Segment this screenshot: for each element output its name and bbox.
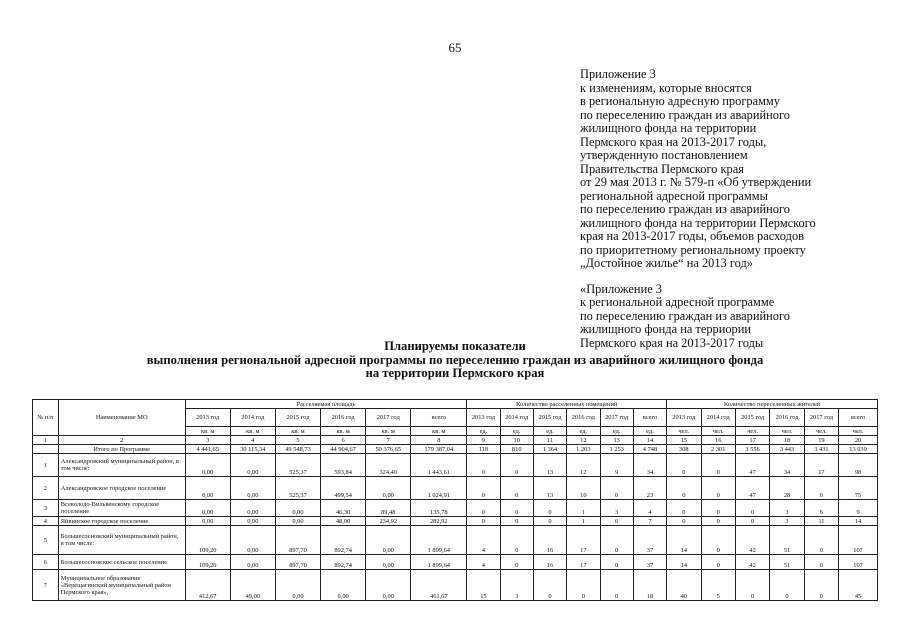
cell-value: 0: [533, 570, 566, 601]
cell-value: 0: [770, 570, 804, 601]
total-row: [33, 445, 878, 454]
table-row: [33, 517, 878, 526]
cell-value: 0: [735, 500, 769, 517]
paragraph-spacer: [580, 271, 880, 283]
unit-header: кв. м: [411, 427, 467, 436]
cell-value: 897,70: [275, 555, 320, 570]
cell-value: 47: [735, 454, 769, 477]
group-people-header: Количество переселенных жителей: [667, 400, 878, 409]
cell-value: 6: [804, 500, 838, 517]
cell-value: 13 039: [839, 445, 878, 454]
cell-value: 3: [500, 570, 533, 601]
cell-value: 3 556: [735, 445, 769, 454]
unit-header: ед.: [600, 427, 633, 436]
appendix-line: Пермского края на 2013-2017 годы: [580, 335, 764, 350]
cell-value: 28: [770, 477, 804, 500]
cell-value: 109,20: [185, 555, 230, 570]
cell-value: 0: [667, 477, 701, 500]
cell-value: 37: [633, 555, 666, 570]
cell-value: 6: [600, 517, 633, 526]
year-header: 2014 год: [230, 409, 275, 427]
page-number: 65: [448, 40, 462, 55]
cell-value: 0: [600, 570, 633, 601]
table-row: [33, 500, 878, 517]
cell-value: 0,00: [321, 570, 366, 601]
cell-value: 45: [839, 570, 878, 601]
cell-value: 14: [667, 555, 701, 570]
unit-header: кв. м: [185, 427, 230, 436]
cell-value: 34: [770, 454, 804, 477]
cell-value: 14: [839, 517, 878, 526]
col-no-header: № п/п: [33, 400, 59, 436]
column-number: 9: [467, 436, 500, 445]
year-header: всего: [411, 409, 467, 427]
appendix-line: региональной адресной программы: [580, 188, 768, 203]
cell-value: 4 748: [633, 445, 666, 454]
cell-value: 0: [804, 526, 838, 555]
cell-value: 179 387,04: [411, 445, 467, 454]
cell-value: 0: [533, 517, 566, 526]
cell-value: 892,74: [321, 526, 366, 555]
cell-value: 9: [839, 500, 878, 517]
cell-value: 0: [600, 477, 633, 500]
cell-value: 897,70: [275, 526, 320, 555]
row-no: 7: [33, 570, 59, 601]
cell-value: 4: [467, 555, 500, 570]
year-header: 2014 год: [701, 409, 735, 427]
cell-value: 412,67: [185, 570, 230, 601]
row-no: [33, 445, 59, 454]
column-number: 1: [33, 436, 59, 445]
cell-value: 0: [804, 570, 838, 601]
cell-value: 2 301: [701, 445, 735, 454]
row-no: 2: [33, 477, 59, 500]
unit-header: чел.: [701, 427, 735, 436]
cell-value: 47: [735, 477, 769, 500]
row-name: Большесосновский муниципальный район, в том числе:: [58, 526, 185, 555]
cell-value: 42: [735, 526, 769, 555]
appendix-line: к региональной адресной программе: [580, 295, 775, 309]
cell-value: 0,00: [230, 517, 275, 526]
column-number: 12: [567, 436, 600, 445]
row-no: 6: [33, 555, 59, 570]
cell-value: 107: [839, 555, 878, 570]
cell-value: 49,00: [230, 570, 275, 601]
title-line: на территории Пермского края: [365, 366, 545, 380]
appendix-line: по переселению граждан из аварийного: [580, 308, 790, 323]
cell-value: 17: [567, 526, 600, 555]
cell-value: 75: [839, 477, 878, 500]
cell-value: 0: [701, 454, 735, 477]
header-row: [33, 400, 878, 409]
cell-value: 0: [500, 517, 533, 526]
cell-value: 0,00: [185, 454, 230, 477]
cell-value: 0,00: [366, 477, 411, 500]
cell-value: 0: [667, 517, 701, 526]
table-row: [33, 526, 878, 555]
cell-value: 51: [770, 526, 804, 555]
cell-value: 15: [467, 570, 500, 601]
year-header: 2013 год: [467, 409, 500, 427]
cell-value: 810: [500, 445, 533, 454]
cell-value: 461,67: [411, 570, 467, 601]
cell-value: 0,00: [366, 526, 411, 555]
cell-value: 10: [567, 477, 600, 500]
appendix-line: от 29 мая 2013 г. № 579-п «Об утверждении: [580, 175, 812, 189]
column-number: 10: [500, 436, 533, 445]
title-line: выполнения региональной адресной программы по переселению граждан из аварийного жилищного фонда: [146, 352, 764, 367]
cell-value: 0: [701, 526, 735, 555]
cell-value: 0: [500, 477, 533, 500]
cell-value: 0: [667, 454, 701, 477]
cell-value: 49 548,73: [275, 445, 320, 454]
appendix-line: Пермского края на 2013-2017 годы,: [580, 134, 767, 149]
cell-value: 1 899,64: [411, 555, 467, 570]
row-name: Яйвинское городское поселение: [58, 517, 185, 526]
column-number: 13: [600, 436, 633, 445]
year-header: 2013 год: [667, 409, 701, 427]
appendix-line: жилищного фонда на территории: [580, 121, 757, 135]
appendix-line: по переселению граждан из аварийного: [580, 107, 790, 122]
year-header: 2015 год: [533, 409, 566, 427]
unit-header: ед.: [467, 427, 500, 436]
appendix-line: края на 2013-2017 годы, объемов расходов: [580, 229, 804, 243]
cell-value: 0: [701, 555, 735, 570]
row-name: Большесосновское сельское поселение: [58, 555, 185, 570]
cell-value: 0,00: [230, 477, 275, 500]
year-header: 2015 год: [735, 409, 769, 427]
unit-header: чел.: [839, 427, 878, 436]
cell-value: 1 364: [533, 445, 566, 454]
cell-value: 107: [839, 526, 878, 555]
cell-value: 0: [667, 500, 701, 517]
cell-value: 12: [567, 454, 600, 477]
column-number: 19: [804, 436, 838, 445]
column-number: 7: [366, 436, 411, 445]
cell-value: 23: [633, 477, 666, 500]
row-name: Александровское городское поселение: [58, 477, 185, 500]
column-number: 2: [58, 436, 185, 445]
cell-value: 3 431: [804, 445, 838, 454]
cell-value: 17: [567, 555, 600, 570]
unit-header: чел.: [770, 427, 804, 436]
cell-value: 0,00: [275, 500, 320, 517]
cell-value: 16: [533, 555, 566, 570]
unit-header: ед.: [500, 427, 533, 436]
column-number: 6: [321, 436, 366, 445]
cell-value: 98: [839, 454, 878, 477]
row-name: Александровский муниципальный район, в том числе:: [58, 454, 185, 477]
cell-value: 0: [500, 454, 533, 477]
cell-value: 4: [467, 526, 500, 555]
column-number: 4: [230, 436, 275, 445]
cell-value: 42: [735, 555, 769, 570]
cell-value: 50 376,65: [366, 445, 411, 454]
document-title: [60, 340, 850, 381]
cell-value: 1: [567, 517, 600, 526]
cell-value: 0,00: [366, 555, 411, 570]
cell-value: 0,00: [185, 477, 230, 500]
cell-value: 0,00: [275, 570, 320, 601]
cell-value: 0: [804, 477, 838, 500]
cell-value: 18: [633, 570, 666, 601]
appendix-line: Приложение 3: [580, 67, 656, 81]
cell-value: 13: [533, 454, 566, 477]
cell-value: 4 441,65: [185, 445, 230, 454]
cell-value: 0: [567, 570, 600, 601]
cell-value: 1 899,64: [411, 526, 467, 555]
appendix-line: к изменениям, которые вносятся: [580, 80, 752, 95]
cell-value: 40: [667, 570, 701, 601]
cell-value: 525,37: [275, 454, 320, 477]
year-header: 2014 год: [500, 409, 533, 427]
column-number: 17: [735, 436, 769, 445]
table-row: [33, 570, 878, 601]
unit-header: чел.: [735, 427, 769, 436]
cell-value: 9: [600, 454, 633, 477]
cell-value: 16: [533, 526, 566, 555]
year-header: 2013 год: [185, 409, 230, 427]
cell-value: 44 904,67: [321, 445, 366, 454]
cell-value: 324,40: [366, 454, 411, 477]
cell-value: 135,78: [411, 500, 467, 517]
column-number: 8: [411, 436, 467, 445]
appendix-line: в региональную адресную программу: [580, 94, 780, 108]
cell-value: 0,00: [366, 570, 411, 601]
cell-value: 1: [567, 500, 600, 517]
year-header: 2016 год: [321, 409, 366, 427]
appendix-line: жилищного фонда на терриории: [580, 322, 752, 336]
cell-value: 0: [500, 526, 533, 555]
cell-value: 0: [467, 500, 500, 517]
cell-value: 892,74: [321, 555, 366, 570]
appendix-line: по приоритетному региональному проекту: [580, 242, 806, 257]
column-number: 11: [533, 436, 566, 445]
cell-value: 1 024,91: [411, 477, 467, 500]
cell-value: 3: [770, 500, 804, 517]
row-no: 5: [33, 526, 59, 555]
cell-value: 0: [735, 517, 769, 526]
row-name: Муниципальное образование «Верещагинский муниципальный район Пермского края»,: [58, 570, 185, 601]
cell-value: 0: [735, 570, 769, 601]
year-header: 2016 год: [770, 409, 804, 427]
cell-value: 499,54: [321, 477, 366, 500]
cell-value: 34: [633, 454, 666, 477]
appendix-line: Правительства Пермского края: [580, 161, 744, 176]
appendix-line: по переселению граждан из аварийного: [580, 202, 790, 216]
unit-header: кв. м: [275, 427, 320, 436]
cell-value: 3 443: [770, 445, 804, 454]
year-header: всего: [839, 409, 878, 427]
year-header: 2016 год: [567, 409, 600, 427]
cell-value: 89,48: [366, 500, 411, 517]
unit-header: кв. м: [321, 427, 366, 436]
cell-value: 0: [533, 500, 566, 517]
cell-value: 48,00: [321, 517, 366, 526]
unit-header: ед.: [533, 427, 566, 436]
cell-value: 593,84: [321, 454, 366, 477]
row-no: 1: [33, 454, 59, 477]
cell-value: 0,00: [230, 454, 275, 477]
cell-value: 0,00: [275, 517, 320, 526]
cell-value: 30 115,34: [230, 445, 275, 454]
cell-value: 51: [770, 555, 804, 570]
cell-value: 234,92: [366, 517, 411, 526]
column-number: 14: [633, 436, 666, 445]
year-header: всего: [633, 409, 666, 427]
cell-value: 4: [633, 500, 666, 517]
cell-value: 37: [633, 526, 666, 555]
row-no: 4: [33, 517, 59, 526]
column-number: 5: [275, 436, 320, 445]
cell-value: 0: [701, 500, 735, 517]
table-row: [33, 555, 878, 570]
cell-value: 0: [467, 517, 500, 526]
cell-value: 118: [467, 445, 500, 454]
unit-header: ед.: [567, 427, 600, 436]
col-name-header: Наименование МО: [58, 400, 185, 436]
cell-value: 13: [533, 477, 566, 500]
appendix-block: [580, 68, 880, 350]
year-header: 2015 год: [275, 409, 320, 427]
cell-value: 1 443,61: [411, 454, 467, 477]
cell-value: 308: [667, 445, 701, 454]
appendix-line: жилищного фонда на территории Пермского: [580, 215, 816, 230]
cell-value: 0,00: [230, 555, 275, 570]
unit-header: кв. м: [366, 427, 411, 436]
row-name: Всеволодо-Вильвенскому городское поселение: [58, 500, 185, 517]
year-header: 2017 год: [804, 409, 838, 427]
cell-value: 11: [804, 517, 838, 526]
appendix-line: „Достойное жилье“ на 2013 год»: [580, 256, 753, 270]
unit-header: чел.: [804, 427, 838, 436]
column-number: 18: [770, 436, 804, 445]
cell-value: 17: [804, 454, 838, 477]
year-header: 2017 год: [600, 409, 633, 427]
cell-value: 0: [701, 517, 735, 526]
unit-header: ед.: [633, 427, 666, 436]
column-number: 16: [701, 436, 735, 445]
cell-value: 1 253: [600, 445, 633, 454]
table-row: [33, 454, 878, 477]
cell-value: 7: [633, 517, 666, 526]
column-number: 20: [839, 436, 878, 445]
cell-value: 0,00: [185, 517, 230, 526]
cell-value: 0: [500, 555, 533, 570]
title-line: Планируемы показатели: [384, 339, 526, 353]
cell-value: 0: [467, 477, 500, 500]
cell-value: 0: [701, 477, 735, 500]
appendix-line: «Приложение 3: [580, 281, 662, 296]
cell-value: 46,30: [321, 500, 366, 517]
unit-header: кв. м: [230, 427, 275, 436]
indicators-table: [32, 399, 878, 601]
cell-value: 0,00: [185, 500, 230, 517]
column-number: 15: [667, 436, 701, 445]
year-header: 2017 год: [366, 409, 411, 427]
row-name: Итого по Программе: [58, 445, 185, 454]
cell-value: 3: [770, 517, 804, 526]
cell-value: 0: [500, 500, 533, 517]
cell-value: 5: [701, 570, 735, 601]
appendix-paragraph-1: [580, 68, 880, 271]
cell-value: 0,00: [230, 526, 275, 555]
appendix-line: утвержденную постановлением: [580, 148, 748, 162]
cell-value: 0: [600, 526, 633, 555]
column-number: 3: [185, 436, 230, 445]
group-rooms-header: Количество расселенных помещений: [467, 400, 667, 409]
cell-value: 109,20: [185, 526, 230, 555]
table-row: [33, 477, 878, 500]
cell-value: 0,00: [230, 500, 275, 517]
cell-value: 1 203: [567, 445, 600, 454]
cell-value: 3: [600, 500, 633, 517]
cell-value: 525,37: [275, 477, 320, 500]
group-area-header: Расселяемая площадь: [185, 400, 467, 409]
unit-header: чел.: [667, 427, 701, 436]
cell-value: 282,92: [411, 517, 467, 526]
cell-value: 0: [467, 454, 500, 477]
cell-value: 14: [667, 526, 701, 555]
cell-value: 0: [804, 555, 838, 570]
row-no: 3: [33, 500, 59, 517]
cell-value: 0: [600, 555, 633, 570]
column-numbers-row: [33, 436, 878, 445]
